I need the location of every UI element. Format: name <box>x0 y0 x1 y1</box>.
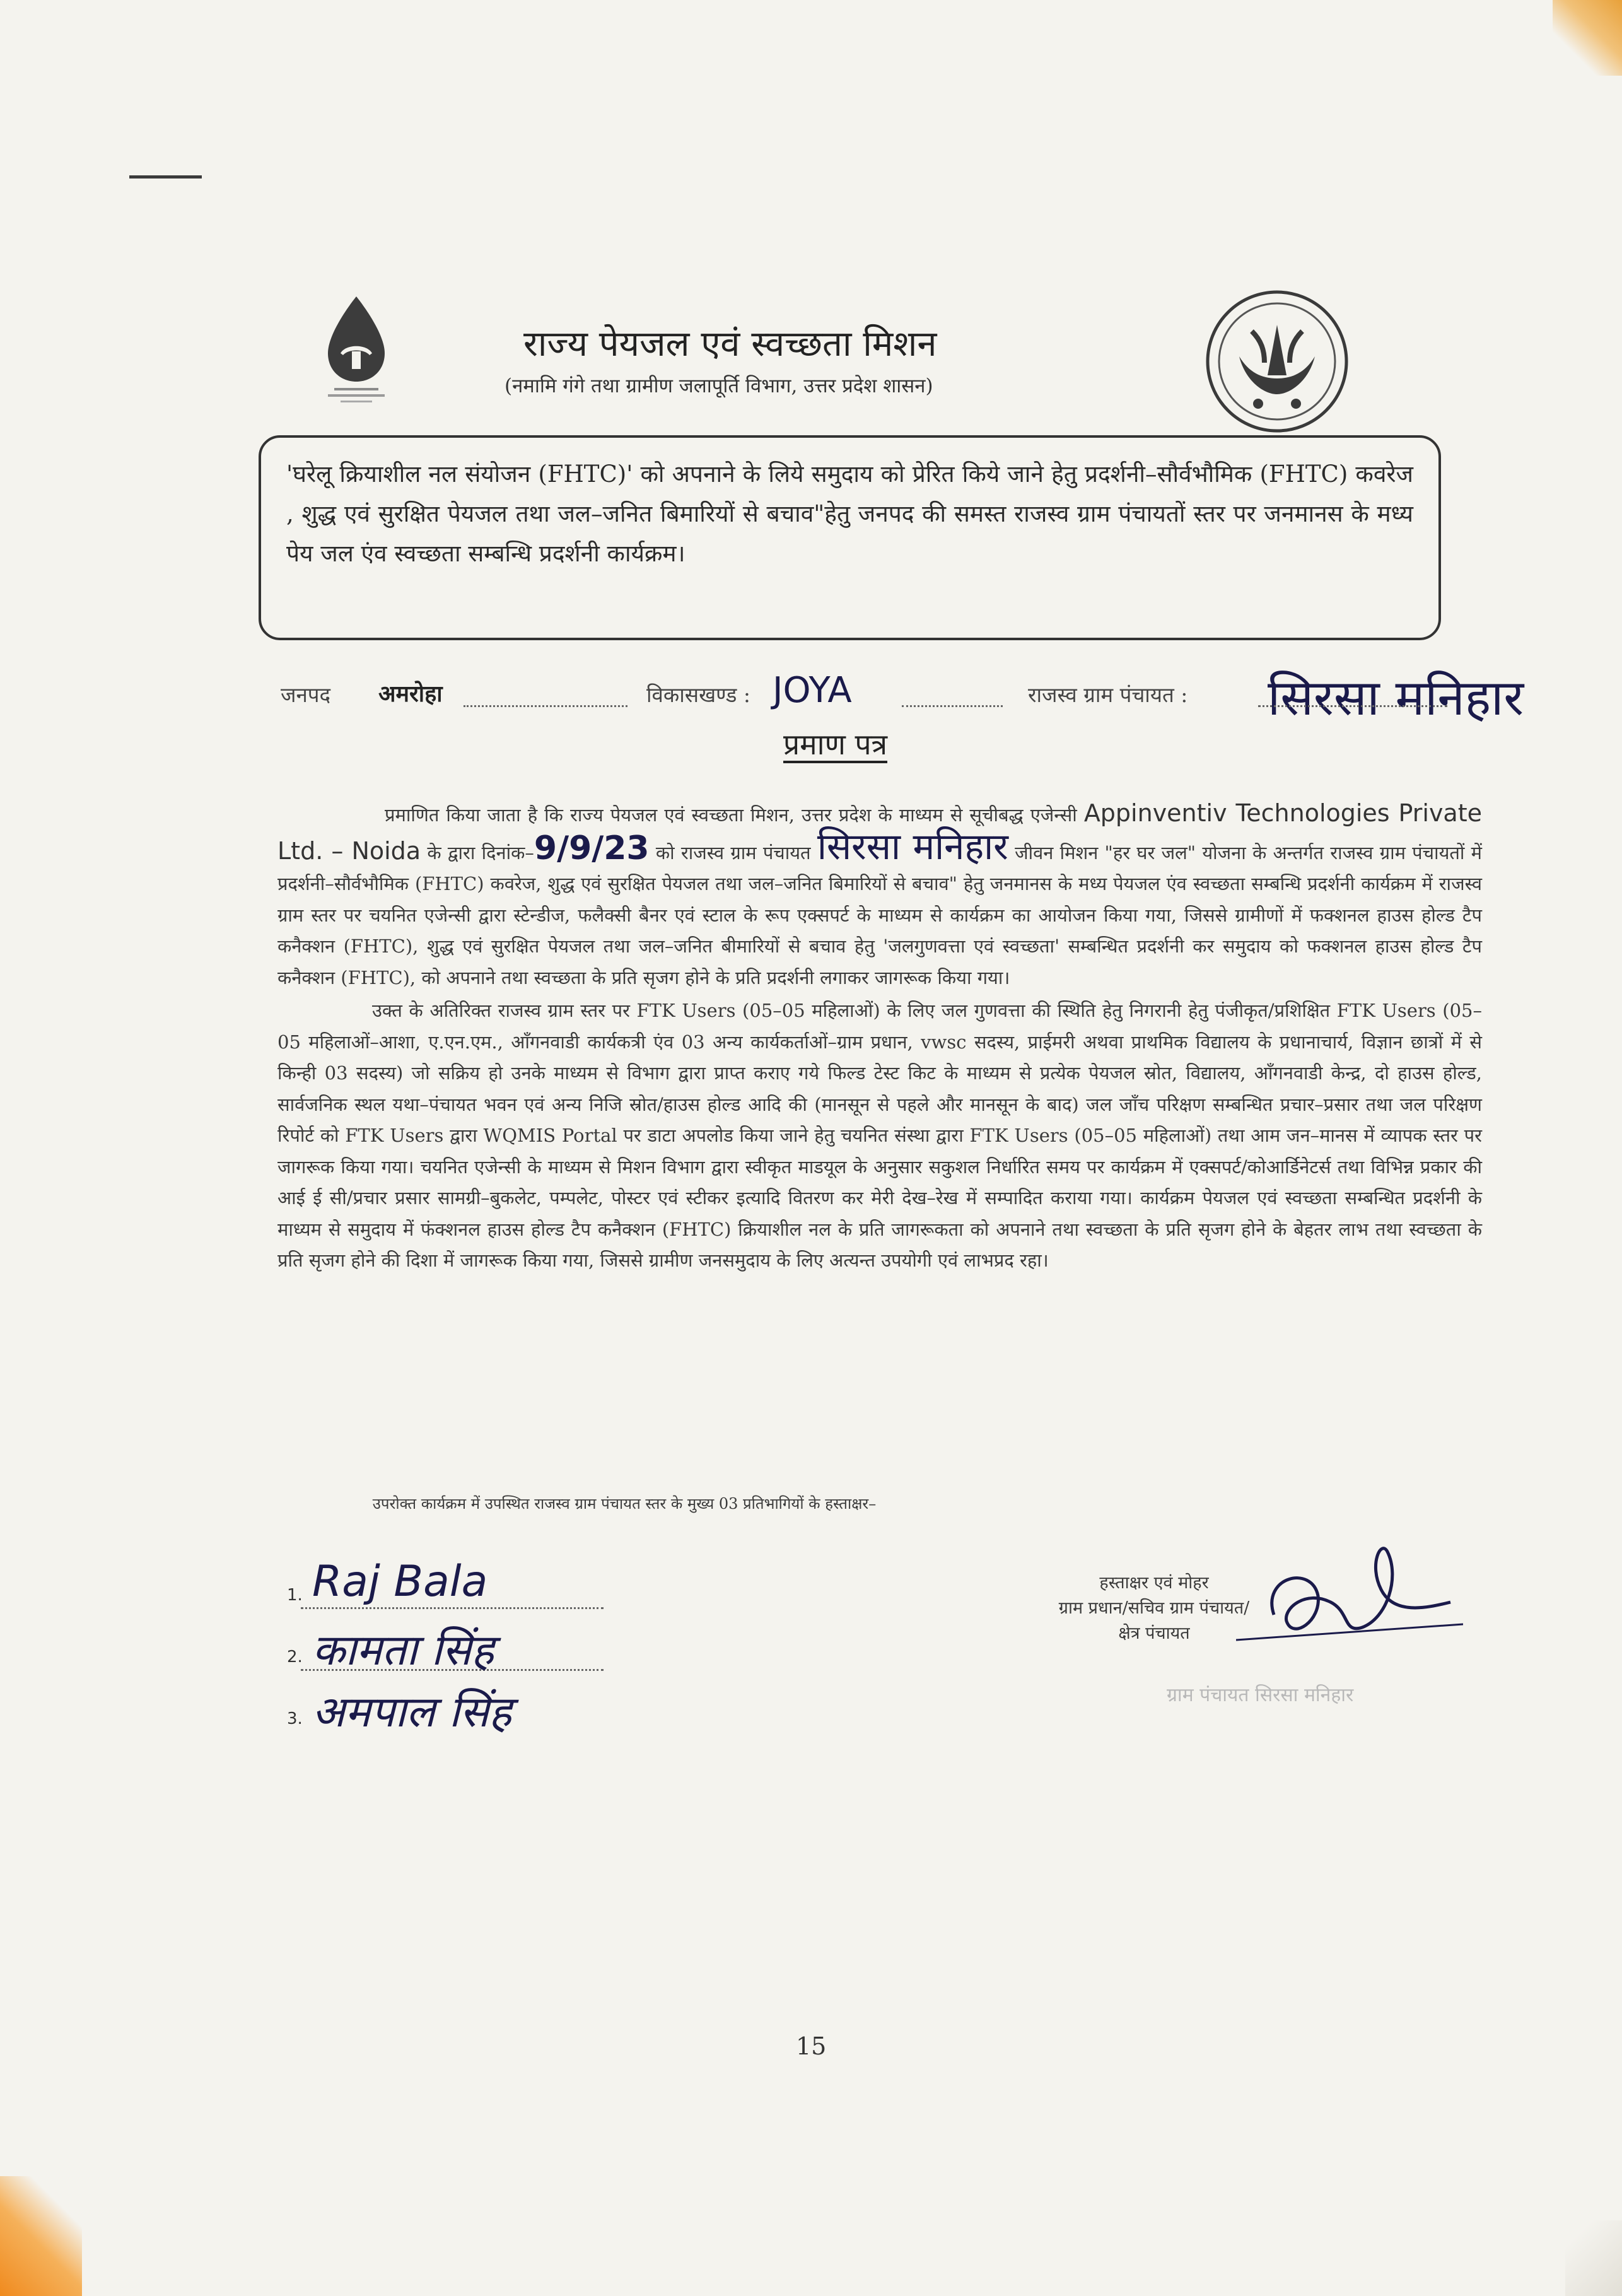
certificate-body <box>277 798 1482 1277</box>
participant-signatures <box>287 1558 615 1743</box>
water-drop-logo-icon <box>315 293 397 407</box>
page-number: 15 <box>796 2032 827 2060</box>
field-dotted-line <box>902 705 1003 707</box>
agency-name: Appinventiv Technologies Private Ltd. – Noida <box>277 799 1482 865</box>
participant-signature: Raj Bala <box>312 1557 488 1607</box>
signature-row <box>287 1682 615 1743</box>
certificate-paragraph-1 <box>277 798 1482 993</box>
stamp-label-line: क्षेत्र पंचायत <box>1118 1624 1190 1643</box>
signature-number: 3. <box>287 1709 303 1728</box>
pradhan-signature <box>1236 1539 1463 1672</box>
signature-row <box>287 1620 615 1682</box>
margin-mark <box>129 175 202 179</box>
program-description-box <box>259 435 1441 640</box>
mission-subtitle: (नमामि गंगे तथा ग्रामीण जलापूर्ति विभाग, उत्तर प्रदेश शासन) <box>505 375 933 397</box>
paragraph-text: जीवन मिशन "हर घर जल" योजना के अन्तर्गत राजस्व ग्राम पंचायतों में प्रदर्शनी–सौर्वभौमिक (FHTC) कवरेज, शुद्ध एवं सुरक्षित पेयजल तथा जल–जनित बिमारियों से बचाव" हेतु जनमानस के मध्य पेयजल एंव स्वच्छता सम्बन्धि प्रदर्शनी कार्यक्रम में राजस्व ग्राम स्तर पर चयनित एजेन्सी द्वारा स्टेन्डीज, फलैक्सी बैनर एवं स्टाल के रूप एक्सपर्ट के माध्यम से कार्यक्रम का आयोजन किया गया, जिससे ग्रामीणों में फक्शनल हाउस होल्ड टैप कनैक्शन (FHTC), शुद्ध एवं सुरक्षित पेयजल तथा जल–जनित बीमारियों से बचाव हेतु 'जलगुणवत्ता एवं स्वच्छता' सम्बन्धित प्रदर्शनी कर समुदाय को फक्शनल हाउस होल्ड टैप कनैक्शन (FHTC), को अपनाने तथा स्वच्छता के प्रति सृजग होने के प्रति प्रदर्शनी लगाकर जागरूक किया गया। <box>277 841 1483 988</box>
block-label: विकासखण्ड : <box>646 682 751 707</box>
page-corner-shadow <box>1565 2220 1622 2296</box>
up-government-emblem-icon <box>1201 287 1353 435</box>
district-value: अमरोहा <box>378 681 443 707</box>
participants-signature-caption: उपरोक्त कार्यक्रम में उपस्थित राजस्व ग्राम पंचायत स्तर के मुख्य 03 प्रतिभागियों के हस्ताक्षर– <box>372 1495 877 1513</box>
signature-number: 1. <box>287 1586 303 1605</box>
certificate-heading: प्रमाण पत्र <box>783 727 887 761</box>
page-corner-shadow <box>1553 0 1622 76</box>
signature-dotted-line <box>301 1607 604 1609</box>
program-description: 'घरेलू क्रियाशील नल संयोजन (FHTC)' को अपनाने के लिये समुदाय को प्रेरित किये जाने हेतु प्रदर्शनी–सौर्वभौमिक (FHTC) कवरेज , शुद्ध एवं सुरक्षित पेयजल तथा जल–जनित बिमारियों से बचाव"हेतु जनपद की समस्त राजस्व ग्राम पंचायतों स्तर पर जनमानस के मध्य पेय जल एंव स्वच्छता सम्बन्धि प्रदर्शनी कार्यक्रम। <box>286 460 1413 567</box>
participant-signature: अमपाल सिंह <box>312 1687 512 1737</box>
gram-panchayat-stamp-faded: ग्राम पंचायत सिरसा मनिहार <box>1167 1684 1354 1706</box>
program-date: 9/9/23 <box>534 829 650 867</box>
signature-row <box>287 1558 615 1620</box>
mission-title: राज्य पेयजल एवं स्वच्छता मिशन <box>523 324 937 365</box>
signature-number: 2. <box>287 1648 303 1666</box>
certificate-paragraph-2: उक्त के अतिरिक्त राजस्व ग्राम स्तर पर FTK Users (05–05 महिलाओं) के लिए जल गुणवत्ता की स्थिति हेतु निगरानी हेतु पंजीकृत/प्रशिक्षित FTK Users (05–05 महिलाओं–आशा, ए.एन.एम., आँगनवाडी कार्यकत्री एंव 03 अन्य कार्यकर्ताओं–ग्राम प्रधान, vwsc सदस्य, प्राईमरी अथवा प्राथमिक विद्यालय के प्रधानाचार्य, विज्ञान छात्रों में से किन्ही 03 सदस्य) जो सक्रिय हो उनके माध्यम से विभाग द्वारा प्राप्त कराए गये फिल्ड टेस्ट किट के माध्यम से प्रत्येक पेयजल स्रोत, विद्यालय, आँगनवाडी केन्द्र, दो हाउस होल्ड, सार्वजनिक स्थल यथा–पंचायत भवन एवं अन्य निजि स्रोत/हाउस होल्ड आदि की (मानसून से पहले और मानसून के बाद) जल जाँच परिक्षण सम्बन्धित प्रचार–प्रसार तथा जल परिक्षण रिपोर्ट को FTK Users द्वारा WQMIS Portal पर डाटा अपलोड किया जाने हेतु चयनित संस्था द्वारा FTK Users (05–05 महिलाओं) तथा आम जन–मानस में व्यापक स्तर पर जागरूक किया गया। चयनित एजेन्सी के माध्यम से मिशन विभाग द्वारा स्वीकृत माडयूल के अनुसार सकुशल निर्धारित समय पर कार्यक्रम में एक्सपर्ट/कोआर्डिनेटर्स तथा विभिन्न प्रकार की आई ई सी/प्रचार प्रसार सामग्री–बुकलेट, पम्पलेट, पोस्टर एवं स्टीकर इत्यादि वितरण कर मेरी देख–रेख में सम्पादित कराया गया। कार्यक्रम पेयजल एवं स्वच्छता सम्बन्धित प्रदर्शनी के माध्यम से समुदाय में फंक्शनल हाउस होल्ड टैप कनैक्शन (FHTC) क्रियाशील नल के प्रति जागरूकता को अपनाने तथा स्वच्छता के प्रति सृजग होने के बेहतर लाभ तथा स्वच्छता के प्रति सृजग होने की दिशा में जागरूक किया गया, जिससे ग्रामीण जनसमुदाय के लिए अत्यन्त उपयोगी एवं लाभप्रद रहा। <box>277 1000 1482 1271</box>
district-label: जनपद <box>281 682 331 707</box>
field-dotted-line <box>1258 705 1447 707</box>
gram-panchayat-handwritten: सिरसा मनिहार <box>817 824 1008 868</box>
paragraph-text: के द्वारा दिनांक– <box>427 841 534 864</box>
location-fields <box>281 669 1611 725</box>
paragraph-text: प्रमाणित किया जाता है कि राज्य पेयजल एवं स्वच्छता मिशन, उत्तर प्रदेश के माध्यम से सूचीबद्ध एजेन्सी <box>385 804 1077 826</box>
gram-panchayat-value: सिरसा मनिहार <box>1268 670 1524 727</box>
page-corner-shadow <box>0 2176 82 2296</box>
field-dotted-line <box>464 705 627 707</box>
participant-signature: कामता सिंह <box>312 1625 494 1675</box>
stamp-label-line: ग्राम प्रधान/सचिव ग्राम पंचायत/ <box>1058 1598 1250 1618</box>
gram-panchayat-label: राजस्व ग्राम पंचायत : <box>1028 682 1188 707</box>
paragraph-text: को राजस्व ग्राम पंचायत <box>655 841 811 864</box>
stamp-label-line: हस्ताक्षर एवं मोहर <box>1099 1573 1209 1593</box>
block-value: JOYA <box>773 670 852 711</box>
